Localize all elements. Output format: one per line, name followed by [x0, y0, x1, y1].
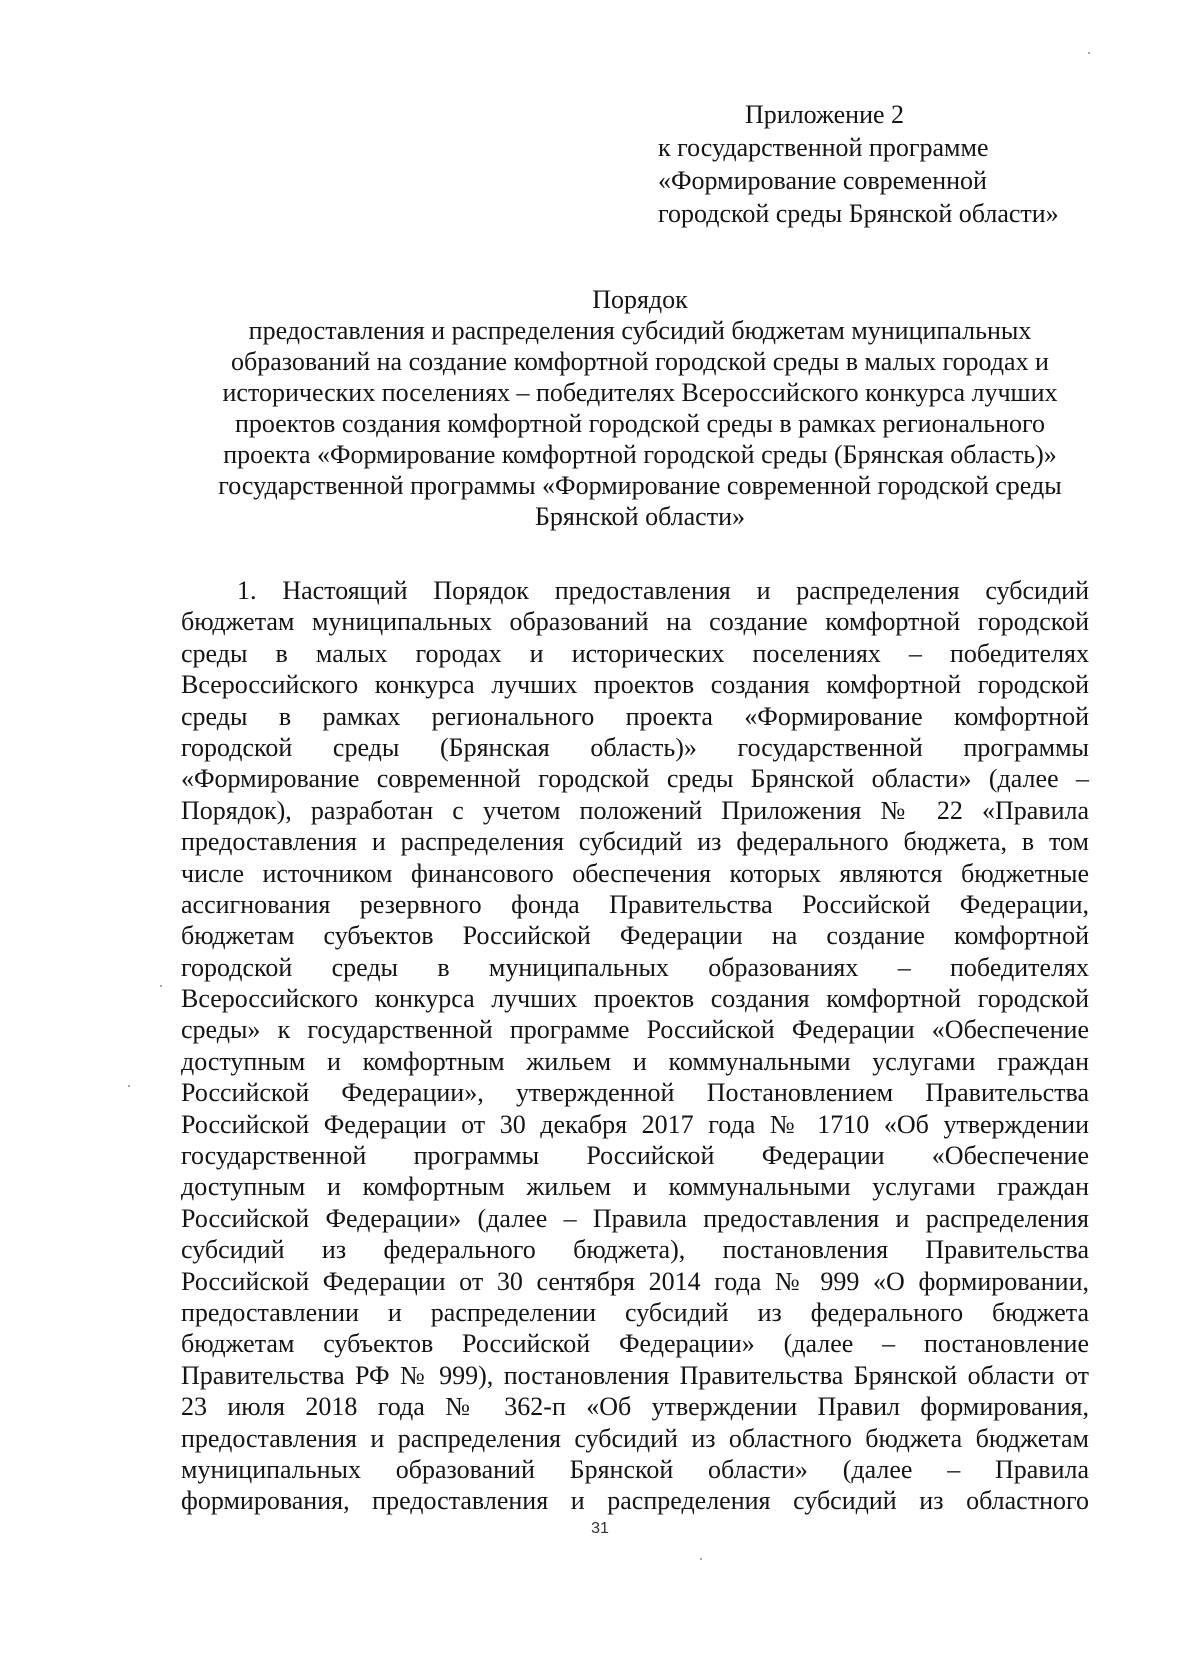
body-line: бюджетам муниципальных образований на создание комфортной городской: [181, 607, 1089, 637]
title-line: исторических поселениях – победителях Всероссийского конкурса лучших: [222, 378, 1058, 407]
body-line: Порядок), разработан с учетом положений Приложения № 22 «Правила: [181, 795, 1089, 825]
body-line: бюджетам субъектов Российской Федерации на создание комфортной: [181, 921, 1089, 951]
title-heading: Порядок: [592, 285, 688, 314]
appendix-line: Приложение 2: [745, 100, 905, 129]
body-line: предоставления и распределения субсидий из областного бюджета бюджетам: [181, 1423, 1089, 1453]
body-line: Российской Федерации», утвержденной Постановлением Правительства: [181, 1078, 1089, 1108]
scan-speck: [700, 1558, 702, 1560]
appendix-line: к государственной программе: [658, 133, 989, 162]
body-line: государственной программы Российской Федерации «Обеспечение: [181, 1141, 1089, 1171]
body-line: 23 июля 2018 года № 362-п «Об утверждении Правил формирования,: [181, 1392, 1089, 1422]
body-line: среды в рамках регионального проекта «Формирование комфортной: [181, 701, 1089, 731]
body-line: «Формирование современной городской среды Брянской области» (далее –: [181, 764, 1089, 794]
title-line: проекта «Формирование комфортной городской среды (Брянская область)»: [223, 440, 1057, 469]
body-line: формирования, предоставления и распределения субсидий из областного: [181, 1486, 1089, 1516]
body-line: Всероссийского конкурса лучших проектов создания комфортной городской: [181, 984, 1089, 1014]
body-line: субсидий из федерального бюджета), постановления Правительства: [181, 1235, 1089, 1265]
appendix-line: городской среды Брянской области»: [658, 199, 1059, 228]
body-line: предоставлении и распределении субсидий из федерального бюджета: [181, 1297, 1089, 1327]
body-line: муниципальных образований Брянской области» (далее – Правила: [181, 1454, 1089, 1484]
body-line: городской среды в муниципальных образованиях – победителях: [181, 952, 1089, 982]
body-line: доступным и комфортным жильем и коммунальными услугами граждан: [181, 1046, 1089, 1076]
page-number: 31: [591, 1520, 609, 1537]
body-line: предоставления и распределения субсидий из федерального бюджета, в том: [181, 827, 1089, 857]
body-line: бюджетам субъектов Российской Федерации» (далее – постановление: [181, 1329, 1089, 1359]
body-line: Всероссийского конкурса лучших проектов создания комфортной городской: [181, 670, 1089, 700]
title-line: предоставления и распределения субсидий бюджетам муниципальных: [248, 316, 1032, 345]
title-line: образований на создание комфортной городской среды в малых городах и: [231, 347, 1049, 376]
title-line: Брянской области»: [535, 502, 745, 531]
scan-speck: [128, 1085, 130, 1087]
body-line: числе источником финансового обеспечения которых являются бюджетные: [181, 858, 1089, 888]
title-line: государственной программы «Формирование современной городской среды: [218, 471, 1062, 500]
body-line: Правительства РФ № 999), постановления Правительства Брянской области от: [181, 1360, 1089, 1390]
body-line: доступным и комфортным жильем и коммунальными услугами граждан: [181, 1172, 1089, 1202]
body-paragraph: [181, 575, 1089, 1517]
body-line: 1. Настоящий Порядок предоставления и распределения субсидий: [237, 576, 1089, 605]
body-line: ассигнования резервного фонда Правительства Российской Федерации,: [181, 889, 1089, 919]
document-title: [160, 284, 1120, 532]
title-line: проектов создания комфортной городской среды в рамках регионального: [234, 409, 1046, 438]
body-line: среды» к государственной программе Российской Федерации «Обеспечение: [181, 1015, 1089, 1045]
body-line: среды в малых городах и исторических поселениях – победителях: [181, 638, 1089, 668]
body-line: городской среды (Брянская область)» государственной программы: [181, 732, 1089, 762]
scan-speck: [1088, 52, 1090, 54]
scan-speck: [160, 985, 162, 987]
appendix-header: [658, 98, 1059, 230]
body-line: Российской Федерации от 30 декабря 2017 года № 1710 «Об утверждении: [181, 1109, 1089, 1139]
body-line: Российской Федерации от 30 сентября 2014 года № 999 «О формировании,: [181, 1266, 1089, 1296]
body-line: Российской Федерации» (далее – Правила предоставления и распределения: [181, 1203, 1089, 1233]
appendix-line: «Формирование современной: [658, 166, 987, 195]
